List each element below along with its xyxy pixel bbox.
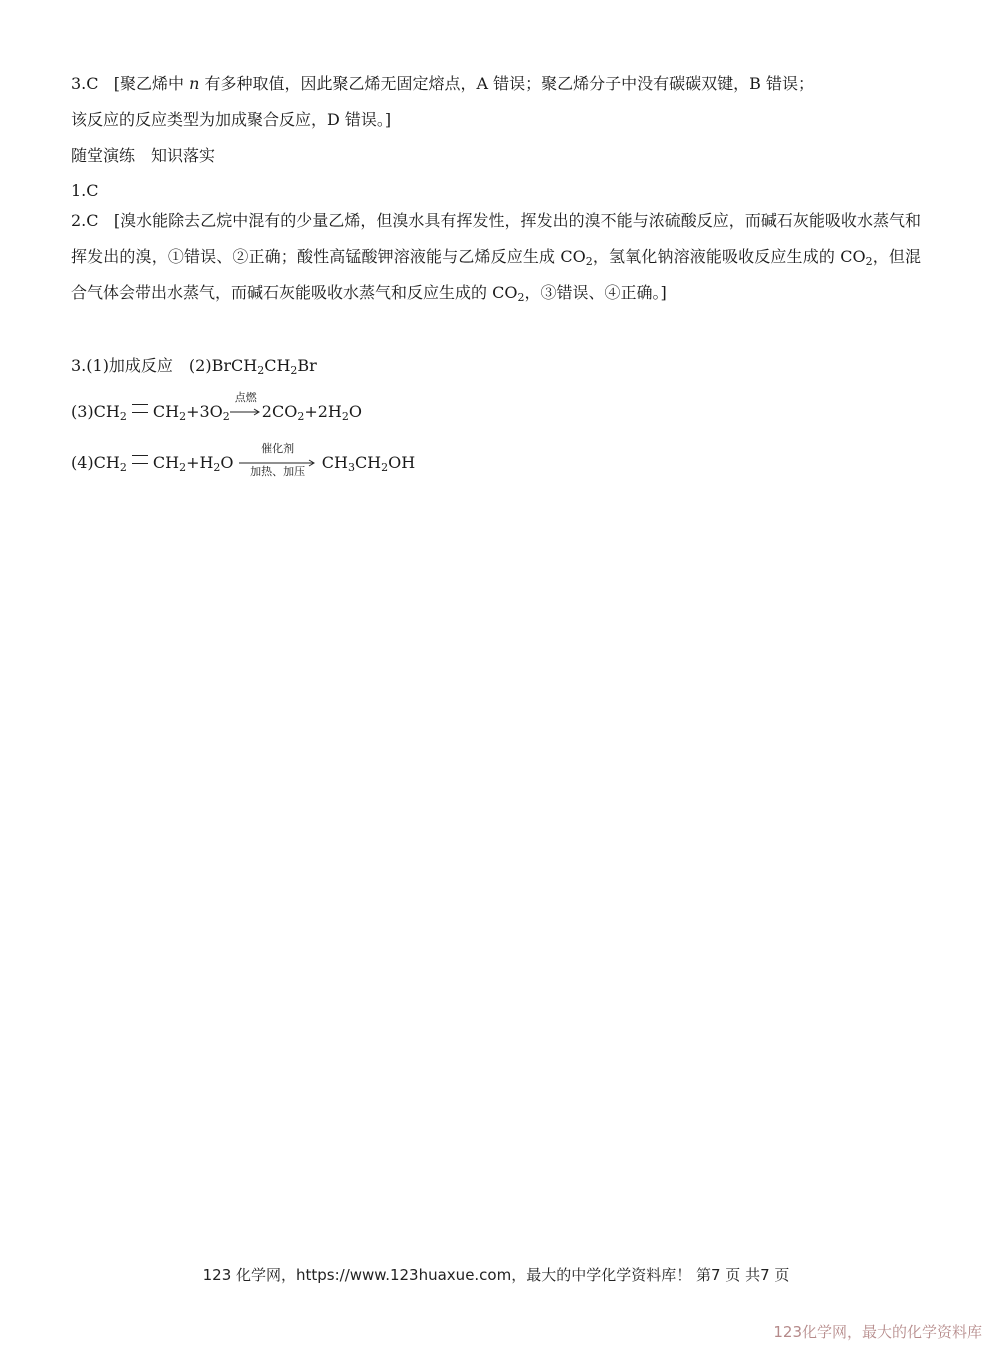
- formula-part: Br: [297, 356, 317, 375]
- answer-3c: [71, 72, 814, 96]
- formula-part: CH: [354, 453, 382, 472]
- formula-part: OH: [388, 453, 416, 472]
- formula-part: (3)CH: [71, 402, 120, 421]
- formula-part: CH: [264, 356, 291, 375]
- answer-label: 3.C: [71, 74, 99, 93]
- formula-part: CH: [152, 402, 180, 421]
- section-title: 随堂演练 知识落实: [71, 146, 216, 165]
- formula-part: +3O: [186, 402, 223, 421]
- reaction-condition: 催化剂: [261, 442, 295, 455]
- subscript: 2: [179, 410, 187, 423]
- formula-part: +H: [186, 453, 214, 472]
- answer-label: 2.C: [71, 211, 99, 230]
- formula-part: +2H: [304, 402, 342, 421]
- answer-2c: [71, 203, 921, 311]
- subscript: 2: [341, 410, 349, 423]
- answer-3-reaction: [71, 354, 317, 378]
- answer-text: ，但混合气体会带出水蒸气，而碱石灰能吸收水蒸气和反应生成的 CO: [71, 247, 921, 302]
- reaction-arrow: [230, 391, 262, 417]
- subscript: 2: [213, 461, 221, 474]
- subscript: 2: [865, 255, 873, 268]
- subscript: 3: [347, 461, 355, 474]
- formula-part: 2CO: [261, 402, 298, 421]
- formula-part: CH: [152, 453, 180, 472]
- subscript: 2: [119, 410, 127, 423]
- subscript: 2: [179, 461, 187, 474]
- equation-4: [71, 442, 416, 478]
- answer-3c-cont: [71, 108, 391, 132]
- answer-text: ，氢氧化钠溶液能吸收反应生成的 CO: [592, 247, 866, 266]
- formula-part: CH: [321, 453, 348, 472]
- answer-text: [溴水能除去乙烷中混有的少量乙烯，但溴水具有挥发性，挥发出的溴不能与浓硫酸反应，而碱石灰能吸收水蒸气和挥发出的溴，①错误、②正确；酸性高锰酸钾溶液能与乙烯反应生成 CO: [71, 211, 922, 266]
- double-bond-icon: [132, 404, 148, 413]
- formula-part: O: [220, 453, 234, 472]
- equation-3: [71, 391, 362, 424]
- answer-text: 3.(1)加成反应 (2)BrCH: [71, 356, 258, 375]
- answer-text: 该反应的反应类型为加成聚合反应，D 错误。]: [71, 110, 392, 129]
- reaction-condition: 加热、加压: [250, 465, 306, 478]
- reaction-arrow: [239, 442, 317, 478]
- subscript: 2: [585, 255, 593, 268]
- subscript: 2: [297, 410, 305, 423]
- variable-n: n: [189, 74, 200, 93]
- answer-text: 有多种取值，因此聚乙烯无固定熔点，A 错误；聚乙烯分子中没有碳碳双键，B 错误；: [199, 74, 815, 93]
- subscript: 2: [257, 364, 265, 377]
- watermark: 123化学网，最大的化学资料库: [773, 1323, 982, 1341]
- double-bond-icon: [132, 455, 148, 464]
- reaction-condition: 点燃: [234, 391, 257, 404]
- subscript: 2: [517, 291, 525, 304]
- formula-part: (4)CH: [71, 453, 120, 472]
- answer-text: ，③错误、④正确。]: [524, 283, 667, 302]
- subscript: 2: [222, 410, 230, 423]
- subscript: 2: [381, 461, 389, 474]
- answer-1c: 1.C: [71, 181, 99, 200]
- subscript: 2: [119, 461, 127, 474]
- page-footer: 123 化学网，https://www.123huaxue.com，最大的中学化学资料库！ 第7 页 共7 页: [202, 1266, 790, 1284]
- arrow-icon: [230, 407, 262, 417]
- formula-part: O: [348, 402, 362, 421]
- subscript: 2: [290, 364, 298, 377]
- answer-text: [聚乙烯中: [113, 74, 190, 93]
